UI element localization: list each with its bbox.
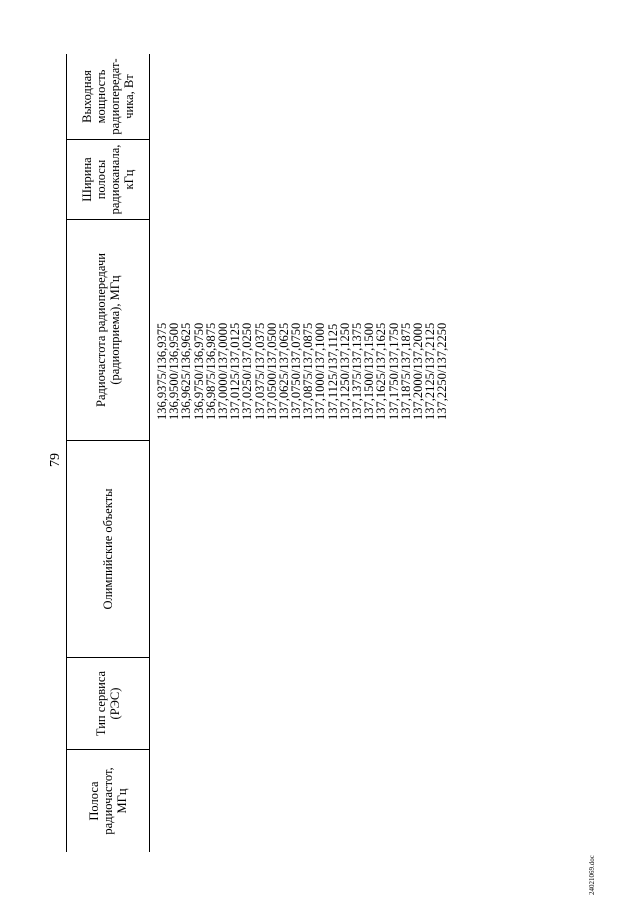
frequency-row: 136,9750/136,9750 <box>191 322 206 420</box>
header-bandwidth: Ширина полосы радиоканала, кГц <box>67 140 149 220</box>
frequency-row: 137,2125/137,2125 <box>423 322 438 420</box>
frequency-row: 137,1750/137,1750 <box>386 322 401 420</box>
header-objects: Олимпийские объекты <box>67 441 149 658</box>
frequency-row: 137,1875/137,1875 <box>398 322 413 420</box>
frequency-list <box>156 240 449 440</box>
frequency-row: 136,9375/136,9375 <box>155 322 169 420</box>
frequency-table <box>66 54 576 852</box>
frequency-row: 137,0375/137,0375 <box>252 322 267 420</box>
frequency-row: 137,0500/137,0500 <box>264 322 279 420</box>
frequency-row: 137,0250/137,0250 <box>240 322 255 420</box>
frequency-row: 137,1375/137,1375 <box>350 322 364 420</box>
frequency-row: 137,2000/137,2000 <box>410 322 425 420</box>
frequency-row: 136,9625/136,9625 <box>179 322 194 420</box>
header-power: Выходная мощность радиопередат-чика, Вт <box>67 54 149 140</box>
document-id: 24021069.doc <box>588 855 596 895</box>
header-frequency: Радиочастота радиопередачи (радиоприема), МГц <box>67 220 149 441</box>
header-service: Тип сервиса (РЭС) <box>67 658 149 750</box>
page-number: 79 <box>48 453 63 467</box>
frequency-row: 137,0750/137,0750 <box>289 322 304 420</box>
table-header-row <box>66 54 150 852</box>
frequency-row: 137,0625/137,0625 <box>276 322 291 420</box>
frequency-row: 137,1625/137,1625 <box>374 322 389 420</box>
frequency-row: 136,9875/136,9875 <box>203 322 218 420</box>
frequency-row: 137,0125/137,0125 <box>228 322 243 420</box>
frequency-row: 137,2250/137,2250 <box>435 322 450 420</box>
frequency-row: 137,1250/137,1250 <box>337 322 352 420</box>
frequency-row: 137,0000/137,0000 <box>215 322 230 420</box>
frequency-row: 137,1500/137,1500 <box>362 322 377 420</box>
header-band: Полоса радиочастот, МГц <box>87 767 129 835</box>
frequency-row: 137,0875/137,0875 <box>301 322 316 420</box>
frequency-row: 137,1000/137,1000 <box>313 322 328 420</box>
frequency-row: 136,9500/136,9500 <box>167 322 182 420</box>
frequency-row: 137,1125/137,1125 <box>325 323 340 420</box>
